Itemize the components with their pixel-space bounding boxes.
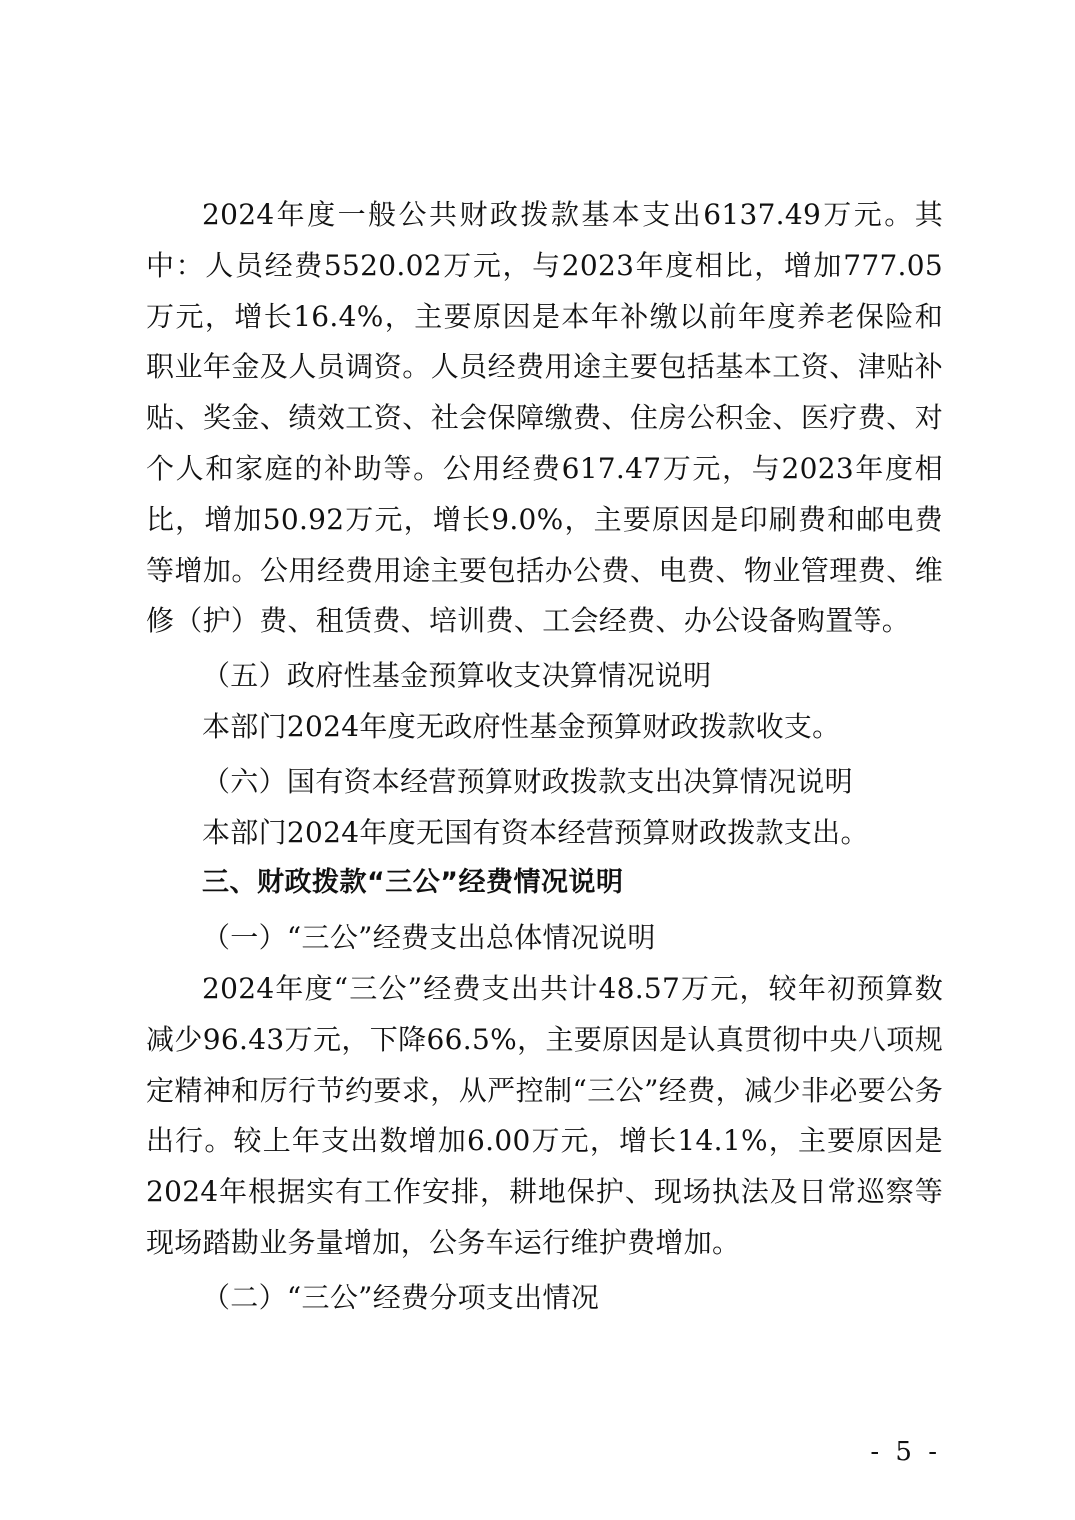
paragraph-basic-expenditure: 2024年度一般公共财政拨款基本支出6137.49万元。其中：人员经费5520.02万元，与2023年度相比，增加777.05万元，增长16.4%，主要原因是本年补缴以前年度养老保险和职业年金及人员调资。人员经费用途主要包括基本工资、津贴补贴、奖金、绩效工资、社会保障缴费、住房公积金、医疗费、对个人和家庭的补助等。公用经费617.47万元，与2023年度相比，增加50.92万元，增长9.0%，主要原因是印刷费和邮电费等增加。公用经费用途主要包括办公费、电费、物业管理费、维修（护）费、租赁费、培训费、工会经费、办公设备购置等。 — [146, 198, 943, 638]
subheading-state-capital: （六）国有资本经营预算财政拨款支出决算情况说明 — [202, 764, 853, 798]
section-heading-three-public: 三、财政拨款“三公”经费情况说明 — [202, 867, 624, 899]
subheading-three-public-overall: （一）“三公”经费支出总体情况说明 — [202, 921, 656, 955]
paragraph-state-capital: 本部门2024年度无国有资本经营预算财政拨款支出。 — [202, 815, 869, 849]
subheading-government-fund: （五）政府性基金预算收支决算情况说明 — [202, 659, 712, 693]
paragraph-government-fund: 本部门2024年度无政府性基金预算财政拨款收支。 — [202, 709, 841, 743]
page-number: - 5 - — [870, 1437, 941, 1467]
subheading-three-public-itemized: （二）“三公”经费分项支出情况 — [202, 1280, 600, 1314]
paragraph-three-public-overall: 2024年度“三公”经费支出共计48.57万元，较年初预算数减少96.43万元，下降66.5%，主要原因是认真贯彻中央八项规定精神和厉行节约要求，从严控制“三公”经费，减少非必要公务出行。较上年支出数增加6.00万元，增长14.1%，主要原因是2024年根据实有工作安排，耕地保护、现场执法及日常巡察等现场踏勘业务量增加，公务车运行维护费增加。 — [146, 971, 943, 1259]
document-body — [146, 190, 943, 1324]
